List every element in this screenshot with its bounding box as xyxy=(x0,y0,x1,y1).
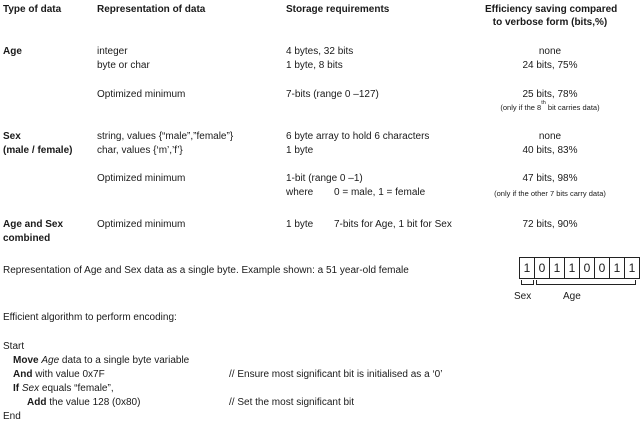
algo-line-move: Move Age data to a single byte variable xyxy=(13,355,190,366)
header-representation: Representation of data xyxy=(97,4,206,15)
sex-where-label: where xyxy=(286,187,314,198)
age-bracket xyxy=(536,280,636,285)
bit-cell: 0 xyxy=(595,258,610,278)
representation-description: Representation of Age and Sex data as a single byte. Example shown: a 51 year-old female xyxy=(3,265,409,276)
age-row2-storage: 1 byte, 8 bits xyxy=(286,60,343,71)
sex-bracket xyxy=(521,280,534,285)
sex-where-value: 0 = male, 1 = female xyxy=(334,187,426,198)
bit-cell: 1 xyxy=(628,261,636,275)
combined-label: Age and Sex xyxy=(3,219,64,230)
sex-label: Sex xyxy=(3,131,21,142)
combined-efficiency: 72 bits, 90% xyxy=(522,219,578,230)
age-row1-storage: 4 bytes, 32 bits xyxy=(286,46,354,57)
combined-storage-bits: 7-bits for Age, 1 bit for Sex xyxy=(334,219,452,230)
bit-cell: 0 xyxy=(535,258,550,278)
sex-note: (only if the other 7 bits carry data) xyxy=(494,189,606,198)
combined-label-sub: combined xyxy=(3,233,51,244)
header-storage: Storage requirements xyxy=(286,4,390,15)
sex-row3-efficiency: 47 bits, 98% xyxy=(522,173,578,184)
header-type: Type of data xyxy=(3,4,62,15)
algo-comment-add: // Set the most significant bit xyxy=(229,397,355,408)
sex-row2-storage: 1 byte xyxy=(286,145,314,156)
age-row1-representation: integer xyxy=(97,46,128,57)
algo-line-add: Add the value 128 (0x80) xyxy=(27,397,141,408)
algo-line-if: If Sex equals “female”, xyxy=(13,383,114,394)
age-label: Age xyxy=(3,46,22,57)
bit-label-sex: Sex xyxy=(514,291,532,302)
sex-row1-storage: 6 byte array to hold 6 characters xyxy=(286,131,430,142)
bit-cell: 1 xyxy=(610,258,625,278)
sex-row3-representation: Optimized minimum xyxy=(97,173,186,184)
bit-cell: 1 xyxy=(550,258,565,278)
bit-cell: 1 xyxy=(520,258,535,278)
algo-line-and: And with value 0x7F xyxy=(13,369,105,380)
algo-comment-and: // Ensure most significant bit is initialised as a ‘0’ xyxy=(229,369,443,380)
age-row3-representation: Optimized minimum xyxy=(97,89,186,100)
algo-end: End xyxy=(3,411,21,422)
algo-start: Start xyxy=(3,341,25,352)
age-row3-efficiency: 25 bits, 78% xyxy=(522,89,578,100)
bit-cell: 1 xyxy=(565,258,580,278)
bit-label-age: Age xyxy=(563,291,581,302)
algorithm-title: Efficient algorithm to perform encoding: xyxy=(3,312,177,323)
age-row3-storage: 7-bits (range 0 –127) xyxy=(286,89,379,100)
age-note: (only if the 8th bit carries data) xyxy=(500,100,600,112)
sex-row2-representation: char, values {‘m’,’f’} xyxy=(97,145,183,156)
header-efficiency-line1: Efficiency saving compared xyxy=(485,4,618,15)
bit-cell: 0 xyxy=(580,258,595,278)
sex-row1-representation: string, values {“male”,”female”} xyxy=(97,131,234,142)
age-row1-efficiency: none xyxy=(538,46,562,57)
sex-row1-efficiency: none xyxy=(538,131,562,142)
combined-representation: Optimized minimum xyxy=(97,219,186,230)
combined-storage-bytes: 1 byte xyxy=(286,219,314,230)
byte-diagram xyxy=(519,257,640,279)
header-efficiency-line2: to verbose form (bits,%) xyxy=(492,17,608,28)
age-row2-efficiency: 24 bits, 75% xyxy=(522,60,578,71)
sex-row2-efficiency: 40 bits, 83% xyxy=(522,145,578,156)
sex-label-sub: (male / female) xyxy=(3,145,73,156)
age-row2-representation: byte or char xyxy=(97,60,150,71)
sex-row3-storage: 1-bit (range 0 –1) xyxy=(286,173,363,184)
